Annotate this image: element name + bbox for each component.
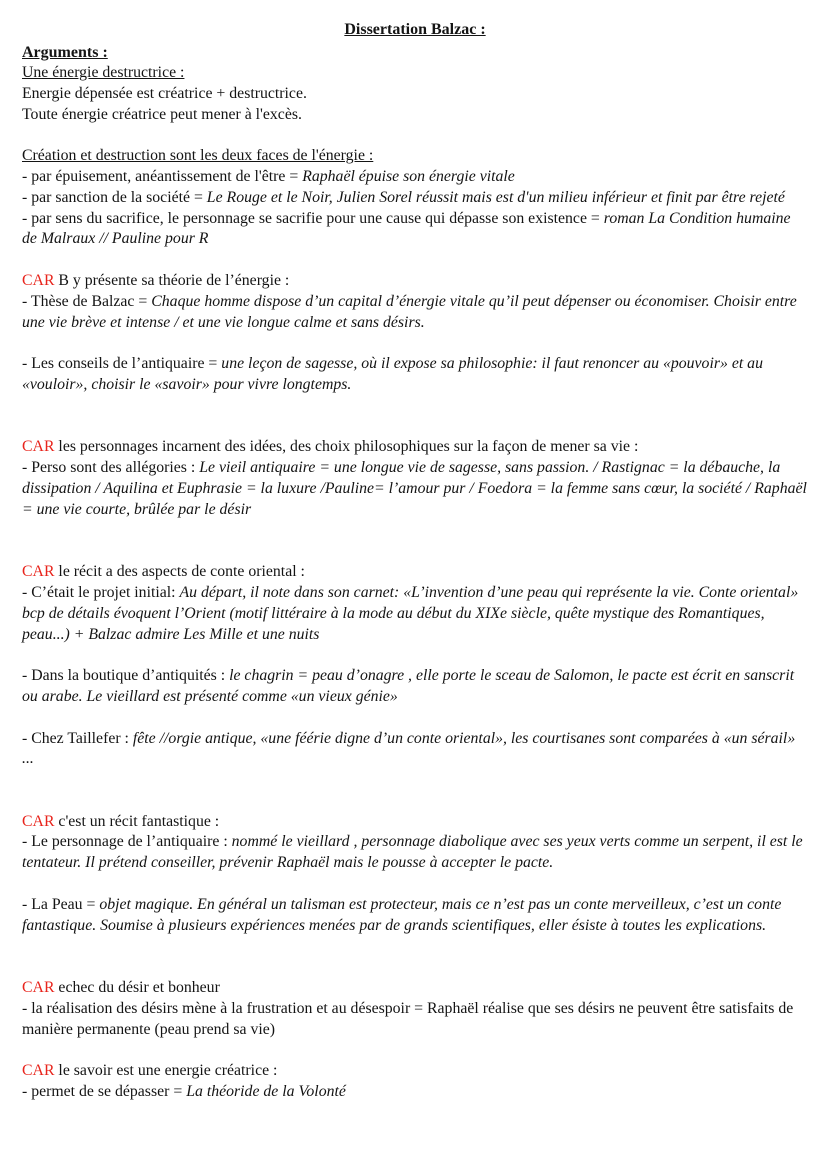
theorie-point-1: - Thèse de Balzac = Chaque homme dispose d’un capital d’énergie vitale qu’il peut dépenser ou économiser. Choisir entre une vie brève et intense / et une vie longue calme et sans désirs.: [22, 292, 797, 331]
faces-bullet-2: - par sanction de la société = Le Rouge et le Noir, Julien Sorel réussit mais est d'un milieu inférieur et finit par être rejeté: [22, 188, 785, 206]
car-label: CAR: [22, 438, 55, 456]
faces-bullet-3: - par sens du sacrifice, le personnage se sacrifie pour une cause qui dépasse son existence = roman La Condition humaine de Malraux // Pauline pour R: [22, 209, 791, 248]
desir-heading: CAR echec du désir et bonheur: [22, 979, 220, 997]
document-title: Dissertation Balzac :: [344, 21, 486, 38]
theorie-point-2: - Les conseils de l’antiquaire = une leçon de sagesse, où il expose sa philosophie: il faut renoncer au «pouvoir» et au «vouloir», choisir le «savoir» pour vivre longtemps.: [22, 355, 763, 393]
energie-line-1: Energie dépensée est créatrice + destructrice.: [22, 84, 307, 102]
car-label: CAR: [22, 563, 55, 581]
savoir-heading: CAR le savoir est une energie créatrice :: [22, 1062, 278, 1080]
car-label: CAR: [22, 979, 55, 997]
faces-bullet-1: - par épuisement, anéantissement de l'être = Raphaël épuise son énergie vitale: [22, 167, 515, 185]
faces-subheading: Création et destruction sont les deux faces de l'énergie :: [22, 147, 374, 165]
conte-point-2: - Dans la boutique d’antiquités : le chagrin = peau d’onagre , elle porte le sceau de Salomon, le pacte est écrit en sanscrit ou arabe. Le vieillard est présenté comme «un vieux génie»: [22, 667, 795, 705]
personnages-heading: CAR les personnages incarnent des idées, des choix philosophiques sur la façon de mener sa vie :: [22, 438, 639, 456]
fantastique-heading: CAR c'est un récit fantastique :: [22, 812, 220, 830]
energie-subheading: Une énergie destructrice :: [22, 64, 185, 81]
conte-point-3: - Chez Taillefer : fête //orgie antique, «une féérie digne d’un conte oriental», les courtisanes sont comparées à «un sérail» ...: [22, 729, 796, 768]
conte-heading: CAR le récit a des aspects de conte oriental :: [22, 563, 305, 581]
document-page: [22, 20, 808, 1103]
car-label: CAR: [22, 1062, 55, 1080]
energie-line-2: Toute énergie créatrice peut mener à l'excès.: [22, 105, 302, 123]
personnages-point-1: - Perso sont des allégories : Le vieil antiquaire = une longue vie de sagesse, sans passion. / Rastignac = la débauche, la dissipation / Aquilina et Euphrasie = la luxure /Pauline= l’amour pur / Foedora = la femme sans cœur, la société / Raphaël = une vie courte, brûlée par le désir: [22, 459, 807, 518]
desir-point-1: - la réalisation des désirs mène à la frustration et au désespoir = Raphaël réalise que ses désirs ne peuvent être satisfaits de manière permanente (peau prend sa vie): [22, 999, 794, 1038]
car-label: CAR: [22, 271, 55, 289]
conte-point-1: - C’était le projet initial: Au départ, il note dans son carnet: «L’invention d’une peau qui représente la vie. Conte oriental» bcp de détails évoquent l’Orient (motif littéraire à la mode au début du XIXe siècle, quête mystique des Romantiques, peau...) + Balzac admire Les Mille et une nuits: [22, 583, 799, 643]
theorie-heading: CAR B y présente sa théorie de l’énergie :: [22, 271, 290, 289]
fantastique-point-1: - Le personnage de l’antiquaire : nommé le vieillard , personnage diabolique avec ses yeux verts comme un serpent, il est le tentateur. Il prétend conseiller, prévenir Raphaël mais le pousse à accepter le pacte.: [22, 833, 803, 872]
savoir-point-1: - permet de se dépasser = La théoride de la Volonté: [22, 1083, 346, 1101]
arguments-heading: Arguments :: [22, 44, 108, 61]
car-label: CAR: [22, 812, 55, 830]
fantastique-point-2: - La Peau = objet magique. En général un talisman est protecteur, mais ce n’est pas un conte merveilleux, c’est un conte fantastique. Soumise à plusieurs expériences menées par de grands scientifiques, eller ésiste à toutes les explications.: [22, 895, 782, 934]
